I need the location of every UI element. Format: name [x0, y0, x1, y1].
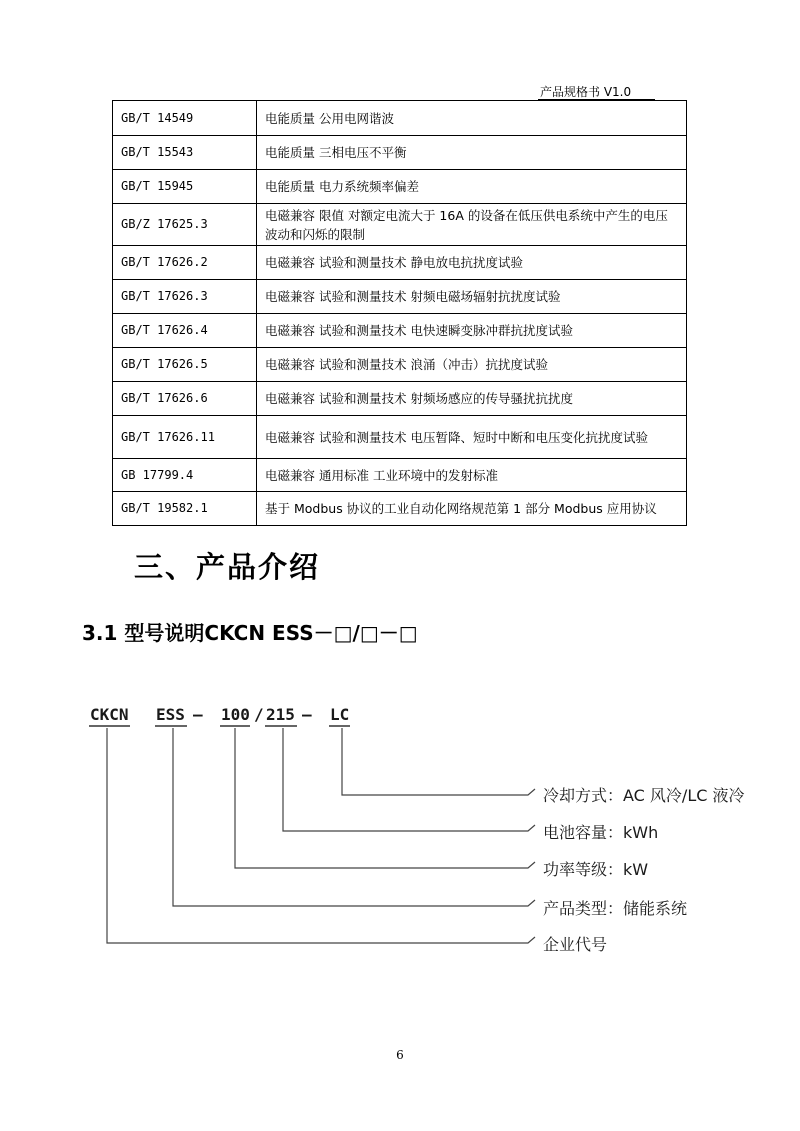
- label-power: 功率等级：kW: [543, 860, 649, 879]
- model-part-power: 100: [221, 705, 250, 724]
- standard-code: GB/T 17626.5: [113, 348, 257, 382]
- section-heading: 三、产品介绍: [134, 550, 321, 584]
- standard-name: 电磁兼容 试验和测量技术 电快速瞬变脉冲群抗扰度试验: [257, 314, 687, 348]
- standard-name: 电能质量 三相电压不平衡: [257, 136, 687, 170]
- standard-code: GB/T 15945: [113, 170, 257, 204]
- standard-code: GB/T 15543: [113, 136, 257, 170]
- leader-capacity: [283, 728, 535, 831]
- standard-code: GB/T 17626.11: [113, 416, 257, 459]
- label-cooling: 冷却方式：AC 风冷/LC 液冷: [543, 786, 745, 805]
- standard-code: GB/T 14549: [113, 101, 257, 136]
- model-part-cooling: LC: [330, 705, 350, 724]
- standard-code: GB/T 17626.3: [113, 280, 257, 314]
- standard-name: 电磁兼容 试验和测量技术 射频电磁场辐射抗扰度试验: [257, 280, 687, 314]
- model-separator-dash: —: [193, 705, 203, 724]
- subsection-heading: 3.1 型号说明CKCN ESS－□/□－□: [82, 621, 418, 645]
- standard-name: 电磁兼容 试验和测量技术 浪涌（冲击）抗扰度试验: [257, 348, 687, 382]
- standard-name: 电能质量 电力系统频率偏差: [257, 170, 687, 204]
- label-capacity: 电池容量：kWh: [543, 823, 659, 842]
- standard-code: GB 17799.4: [113, 459, 257, 492]
- standard-code: GB/T 17626.6: [113, 382, 257, 416]
- standard-code: GB/T 17626.4: [113, 314, 257, 348]
- leader-power: [235, 728, 535, 868]
- model-part-capacity: 215: [266, 705, 295, 724]
- standard-code: GB/T 19582.1: [113, 492, 257, 526]
- model-separator-slash: /: [254, 705, 264, 724]
- standard-name: 电磁兼容 试验和测量技术 电压暂降、短时中断和电压变化抗扰度试验: [257, 416, 687, 459]
- standard-name: 电磁兼容 试验和测量技术 射频场感应的传导骚扰抗扰度: [257, 382, 687, 416]
- label-type: 产品类型：储能系统: [543, 899, 688, 918]
- model-part-type: ESS: [156, 705, 185, 724]
- leader-type: [173, 728, 535, 906]
- label-company: 企业代号: [543, 935, 608, 954]
- model-separator-dash: —: [302, 705, 312, 724]
- standard-name: 电磁兼容 试验和测量技术 静电放电抗扰度试验: [257, 246, 687, 280]
- standard-name: 电能质量 公用电网谐波: [257, 101, 687, 136]
- document-header-title: 产品规格书 V1.0: [540, 85, 632, 99]
- leader-company: [107, 728, 535, 943]
- model-part-company: CKCN: [90, 705, 129, 724]
- standard-code: GB/Z 17625.3: [113, 204, 257, 246]
- standard-name: 电磁兼容 限值 对额定电流大于 16A 的设备在低压供电系统中产生的电压波动和闪烁的限制: [257, 204, 687, 246]
- leader-cooling: [342, 728, 535, 795]
- standard-name: 基于 Modbus 协议的工业自动化网络规范第 1 部分 Modbus 应用协议: [257, 492, 687, 526]
- page-number: 6: [396, 1048, 404, 1062]
- standard-name: 电磁兼容 通用标准 工业环境中的发射标准: [257, 459, 687, 492]
- standard-code: GB/T 17626.2: [113, 246, 257, 280]
